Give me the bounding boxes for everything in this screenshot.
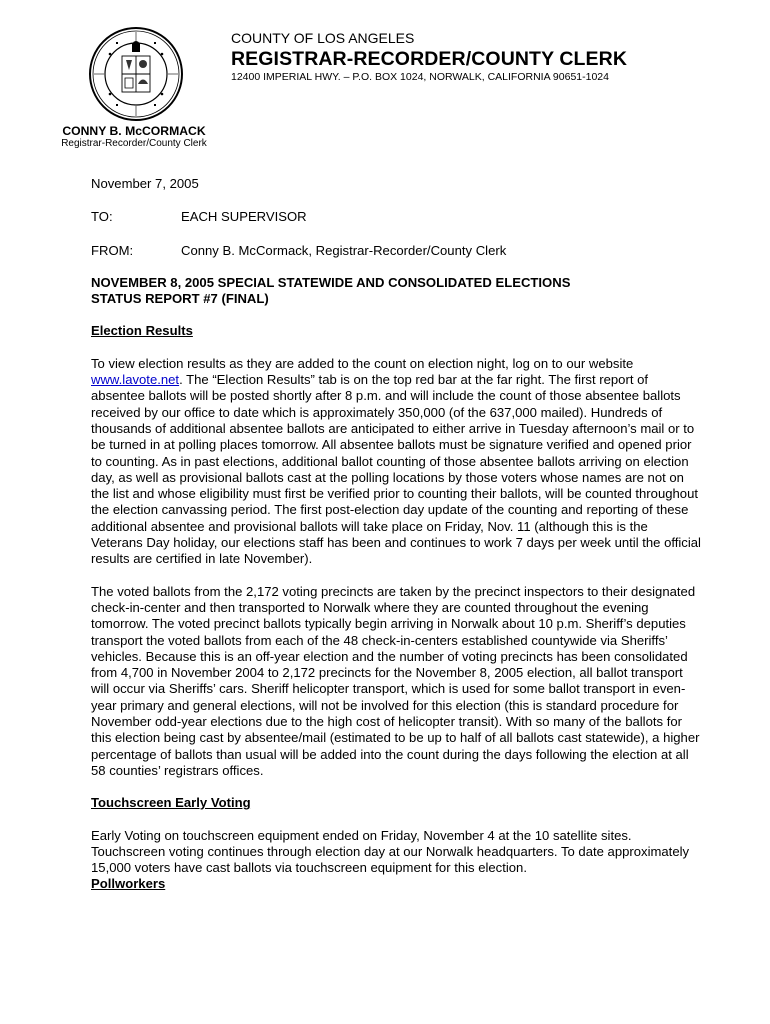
website-link[interactable]: www.lavote.net xyxy=(91,372,180,388)
officer-title: Registrar-Recorder/County Clerk xyxy=(61,138,207,149)
letterhead xyxy=(231,30,627,84)
memo-from-value: Conny B. McCormack, Registrar-Recorder/County Clerk xyxy=(181,242,507,258)
officer-name: CONNY B. McCORMACK xyxy=(62,124,206,138)
memo-from-row xyxy=(91,243,703,259)
memo-from-label: FROM: xyxy=(91,242,134,258)
memo-to-label: TO: xyxy=(91,209,113,225)
county-seal-icon xyxy=(88,26,184,122)
memo-to-value: EACH SUPERVISOR xyxy=(181,209,307,225)
memo-date: November 7, 2005 xyxy=(91,176,199,191)
memo-to-row xyxy=(91,209,703,225)
election-results-paragraph-2: The voted ballots from the 2,172 voting precincts are taken by the precinct inspectors to their designated check-in-center and then transported to Norwalk where they are counted throughout the evening tomorrow. The voted precinct ballots typically begin arriving in Norwalk about 10 p.m. Sheriff’s deputies transport the voted ballots from each of the 48 check-in-centers established countywide via Sheriffs’ vehicles. Because this is an off-year election and the number of voting precincts has been consolidated from 4,700 in November 2004 to 2,172 precincts for the November 8, 2005 election, all ballot transport will occur via Sheriffs’ cars. Sheriff helicopter transport, which is used for some ballot transport in even-year primary and general elections, will not be involved for this election (this is standard procedure for November odd-year elections due to the high cost of helicopter transit). With so many of the ballots for this election being cast by absentee/mail (estimated to be up to half of all ballots cast statewide), a higher percentage of ballots than usual will be added into the count during the days following the election at all 58 counties’ registrars offices. xyxy=(91,583,700,778)
election-results-text-b: . The “Election Results” tab is on the top red bar at the far right. The first report of absentee ballots will be posted shortly after 8 p.m. and will include the count of those absentee ballots received by our office to date which is approximately 350,000 (of the 637,000 mailed). Hundreds of thousands of additional absentee ballots are anticipated to either arrive in Tuesday afternoon’s mail or to be turned in at polling places tomorrow. All absentee ballots must be signature verified and opened prior to counting. As in past elections, additional ballot counting of those absentee ballots arriving on election day, as well as provisional ballots cast at the polling locations by those voters whose names are not on the list and whose eligibility must first be verified prior to counting their ballots, will be counted throughout the election canvassing period. The first post-election day update of the counting and reporting of these additional absentee and provisional ballots will take place on Friday, Nov. 11 (although this is the Veterans Day holiday, our elections staff has been and continues to work 7 days per week until the official results are certified in late November). xyxy=(91,372,701,567)
memo-body xyxy=(91,176,703,893)
pollworkers-heading: Pollworkers xyxy=(91,876,166,892)
county-name: COUNTY OF LOS ANGELES xyxy=(231,30,415,46)
touchscreen-heading: Touchscreen Early Voting xyxy=(91,795,251,811)
memo-subject xyxy=(91,275,703,308)
officer-block xyxy=(58,124,210,150)
memo-subject-line1: NOVEMBER 8, 2005 SPECIAL STATEWIDE AND CONSOLIDATED ELECTIONS xyxy=(91,274,571,290)
election-results-text-a: To view election results as they are added to the count on election night, log on to our website xyxy=(91,355,634,371)
election-results-heading: Election Results xyxy=(91,323,193,339)
touchscreen-paragraph: Early Voting on touchscreen equipment ended on Friday, November 4 at the 10 satellite sites. Touchscreen voting continues through election day at our Norwalk headquarters. To date approximately 15,000 voters have cast ballots via touchscreen equipment for this election. xyxy=(91,827,690,876)
office-address: 12400 IMPERIAL HWY. – P.O. BOX 1024, NORWALK, CALIFORNIA 90651-1024 xyxy=(231,71,609,83)
memo-subject-line2: STATUS REPORT #7 (FINAL) xyxy=(91,291,269,307)
election-results-paragraph-1 xyxy=(91,356,703,568)
office-name: REGISTRAR-RECORDER/COUNTY CLERK xyxy=(231,48,628,70)
